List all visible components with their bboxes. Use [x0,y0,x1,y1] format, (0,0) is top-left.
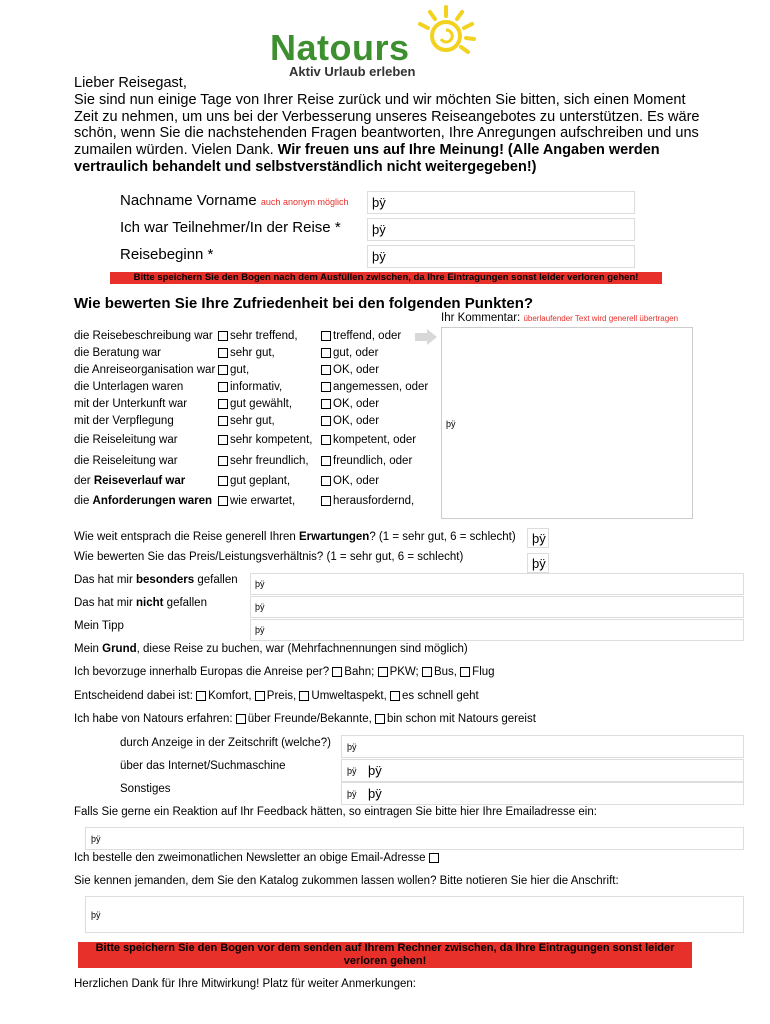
intro-text [74,75,704,176]
internet-label: über das Internet/Suchmaschine [120,760,286,772]
rating-option-b: freundlich, oder [321,455,412,468]
rating-option-b: herausfordernd, [321,495,414,508]
rating-checkbox-a[interactable] [218,416,228,426]
rating-heading: Wie bewerten Sie Ihre Zufriedenheit bei den folgenden Punkten? [74,295,534,312]
rating-option-b: OK, oder [321,364,379,377]
rating-row-label: die Beratung war [74,347,161,359]
disliked-label: Das hat mir nicht gefallen [74,597,207,609]
intro-paragraph: Sie sind nun einige Tage von Ihrer Reise zurück und wir möchten Sie bitten, sich einen Moment Zeit zu nehmen, um uns bei der Verbesserung unseres Reiseangebotes zu unterstützen. Es wäre schön, wenn Sie die nachstehenden Fragen beantworten, Ihre Anregungen aufschreiben und uns zumailen würden. Vielen Dank. Wir freuen uns auf Ihre Meinung! (Alle Angaben werden vertraulich behandelt und selbstverständlich nicht weitergegeben!) [74,91,700,175]
checkbox-umwelt[interactable] [299,691,309,701]
name-label: Nachname Vorname auch anonym möglich [120,192,349,209]
rating-option-a: sehr treffend, [218,330,298,343]
rating-row-label: die Reiseleitung war [74,434,178,446]
rating-option-b: OK, oder [321,415,379,428]
rating-option-b: treffend, oder [321,330,401,343]
newsletter-label: Ich bestelle den zweimonatlichen Newsletter an obige Email-Adresse [74,852,441,864]
rating-row [74,455,434,469]
name-hint: auch anonym möglich [260,197,349,207]
rating-row [74,495,434,509]
rating-row [74,381,434,395]
rating-checkbox-b[interactable] [321,435,331,445]
email-field[interactable]: þÿ [85,827,744,850]
comment-field[interactable]: þÿ [441,327,693,519]
logo [270,4,490,79]
rating-checkbox-a[interactable] [218,348,228,358]
rating-row [74,415,434,429]
other-label: Sonstiges [120,783,171,795]
decisive-question: Entscheidend dabei ist: Komfort, Preis, Umweltaspekt, es schnell geht [74,690,479,702]
liked-label: Das hat mir besonders gefallen [74,574,238,586]
rating-row [74,475,434,489]
rating-row [74,330,434,344]
tip-label: Mein Tipp [74,620,124,632]
rating-row [74,434,434,448]
rating-row-label: die Anforderungen waren [74,495,213,507]
participant-label: Ich war Teilnehmer/In der Reise * [120,219,341,236]
rating-row-label: die Reisebeschreibung war [74,330,213,342]
rating-option-a: sehr freundlich, [218,455,309,468]
internet-field[interactable]: þÿ þÿ [341,759,744,782]
rating-checkbox-b[interactable] [321,416,331,426]
checkbox-newsletter[interactable] [429,853,439,863]
rating-option-a: sehr gut, [218,415,275,428]
save-warning-banner: Bitte speichern Sie den Bogen nach dem Ausfüllen zwischen, da Ihre Eintragungen sonst leider verloren gehen! [110,272,662,284]
rating-option-a: gut geplant, [218,475,290,488]
price-question: Wie bewerten Sie das Preis/Leistungsverhältnis? (1 = sehr gut, 6 = schlecht) [74,551,464,563]
ad-label: durch Anzeige in der Zeitschrift (welche?) [120,737,331,749]
rating-option-a: wie erwartet, [218,495,295,508]
rating-checkbox-a[interactable] [218,476,228,486]
rating-checkbox-b[interactable] [321,476,331,486]
travel-question: Ich bevorzuge innerhalb Europas die Anreise per? Bahn; PKW; Bus, Flug [74,666,495,678]
catalog-label: Sie kennen jemanden, dem Sie den Katalog zukommen lassen wollen? Bitte notieren Sie hier die Anschrift: [74,875,619,887]
checkbox-bahn[interactable] [332,667,342,677]
rating-row-label: die Unterlagen waren [74,381,184,393]
rating-checkbox-a[interactable] [218,456,228,466]
start-date-label: Reisebeginn * [120,246,214,263]
checkbox-friends[interactable] [236,714,246,724]
catalog-address-field[interactable]: þÿ [85,896,744,933]
rating-row [74,398,434,412]
rating-checkbox-b[interactable] [321,456,331,466]
checkbox-flug[interactable] [460,667,470,677]
rating-option-a: sehr kompetent, [218,434,312,447]
checkbox-schnell[interactable] [390,691,400,701]
checkbox-pkw[interactable] [378,667,388,677]
rating-checkbox-b[interactable] [321,399,331,409]
rating-checkbox-a[interactable] [218,382,228,392]
expectations-field[interactable]: þÿ [527,528,549,548]
rating-checkbox-a[interactable] [218,331,228,341]
checkbox-komfort[interactable] [196,691,206,701]
rating-row-label: mit der Verpflegung [74,415,174,427]
rating-checkbox-b[interactable] [321,496,331,506]
rating-checkbox-b[interactable] [321,365,331,375]
checkbox-preis[interactable] [255,691,265,701]
rating-checkbox-b[interactable] [321,348,331,358]
rating-row [74,347,434,361]
checkbox-returning[interactable] [375,714,385,724]
liked-field[interactable]: þÿ [250,573,744,595]
rating-option-b: OK, oder [321,398,379,411]
closing-text: Herzlichen Dank für Ihre Mitwirkung! Platz für weiter Anmerkungen: [74,978,416,990]
rating-row-label: die Reiseleitung war [74,455,178,467]
tip-field[interactable]: þÿ [250,619,744,641]
rating-row [74,364,434,378]
reason-label: Mein Grund, diese Reise zu buchen, war (Mehrfachnennungen sind möglich) [74,643,468,655]
greeting: Lieber Reisegast, [74,75,187,91]
heard-question: Ich habe von Natours erfahren: über Freunde/Bekannte, bin schon mit Natours gereist [74,713,536,725]
rating-checkbox-a[interactable] [218,496,228,506]
ad-field[interactable]: þÿ [341,735,744,758]
rating-row-label: die Anreiseorganisation war [74,364,216,376]
rating-option-a: gut, [218,364,249,377]
rating-checkbox-a[interactable] [218,399,228,409]
logo-tagline: Aktiv Urlaub erleben [289,64,416,79]
save-before-send-banner: Bitte speichern Sie den Bogen vor dem senden auf Ihrem Rechner zwischen, da Ihre Eintragungen sonst leider verloren gehen! [78,942,692,968]
rating-option-a: gut gewählt, [218,398,292,411]
rating-option-a: informativ, [218,381,282,394]
disliked-field[interactable]: þÿ [250,596,744,618]
price-field[interactable]: þÿ [527,553,549,573]
rating-option-b: angemessen, oder [321,381,428,394]
comment-label: Ihr Kommentar: überlaufender Text wird generell übertragen [441,312,679,324]
rating-row-label: mit der Unterkunft war [74,398,188,410]
rating-option-b: kompetent, oder [321,434,416,447]
expectations-question: Wie weit entsprach die Reise generell Ihren Erwartungen? (1 = sehr gut, 6 = schlecht) [74,531,516,543]
rating-option-a: sehr gut, [218,347,275,360]
sun-icon [410,4,482,59]
email-label: Falls Sie gerne ein Reaktion auf Ihr Feedback hätten, so eintragen Sie bitte hier Ihre Emailadresse ein: [74,806,597,818]
rating-checkbox-a[interactable] [218,435,228,445]
participant-field[interactable]: þÿ [367,218,635,241]
logo-wordmark: Natours [270,27,410,68]
checkbox-bus[interactable] [422,667,432,677]
name-field[interactable]: þÿ [367,191,635,214]
rating-checkbox-b[interactable] [321,382,331,392]
rating-checkbox-a[interactable] [218,365,228,375]
rating-option-b: gut, oder [321,347,378,360]
rating-option-b: OK, oder [321,475,379,488]
intro-bold: Wir freuen uns auf Ihre Meinung! (Alle Angaben werden vertraulich behandelt und selbstverständlich nicht weitergegeben!) [74,142,660,175]
start-date-field[interactable]: þÿ [367,245,635,268]
rating-row-label: der Reiseverlauf war [74,475,186,487]
rating-checkbox-b[interactable] [321,331,331,341]
other-field[interactable]: þÿ þÿ [341,782,744,805]
